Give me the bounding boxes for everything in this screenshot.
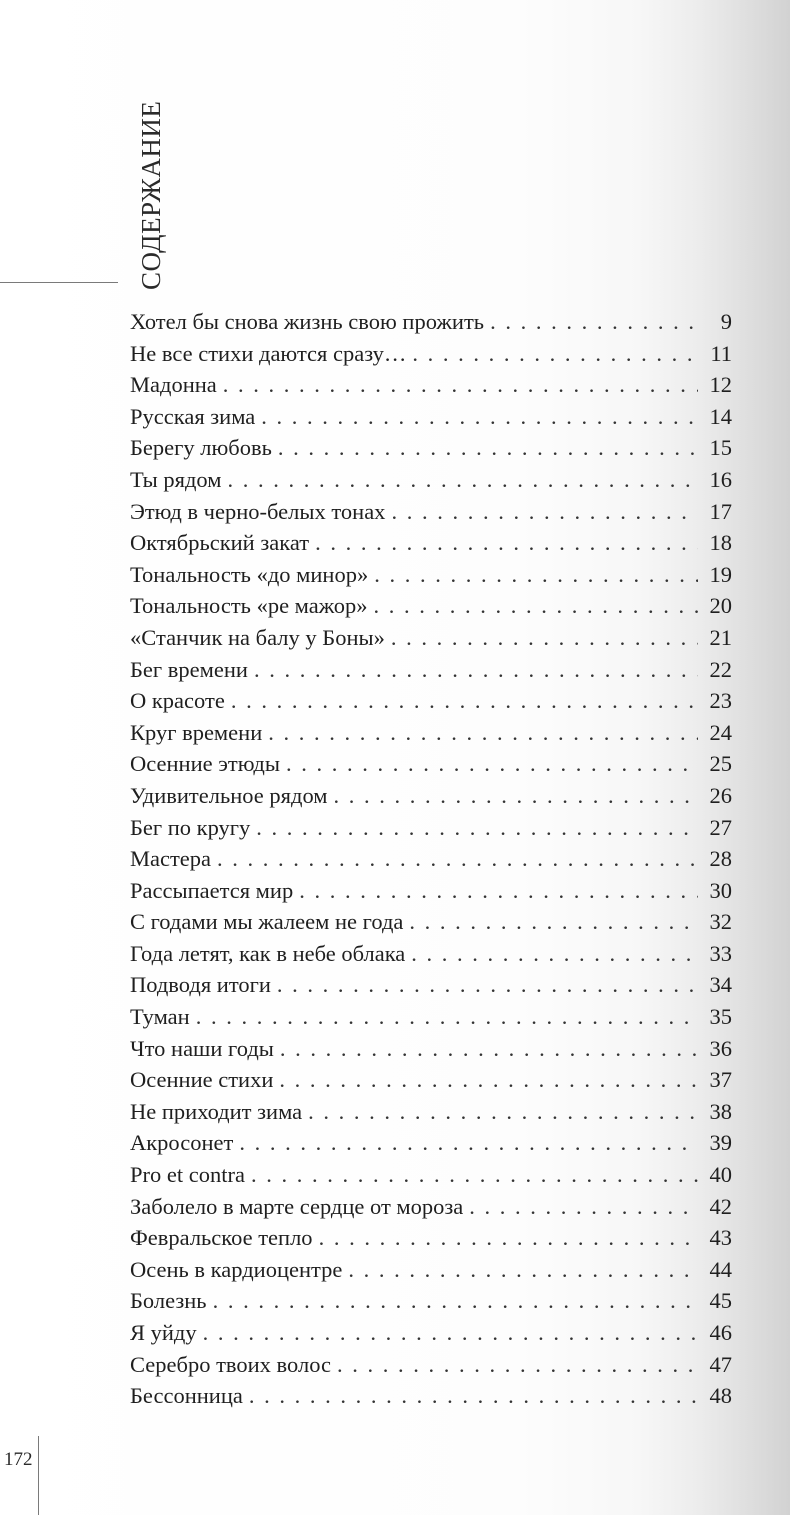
toc-dot-leader	[308, 1096, 698, 1128]
toc-entry	[130, 622, 732, 654]
toc-entry	[130, 843, 732, 875]
toc-entry-page: 38	[709, 1098, 732, 1124]
toc-dot-leader	[374, 590, 699, 622]
toc-entry-page: 48	[709, 1383, 732, 1409]
toc-entry-page: 15	[709, 435, 732, 461]
toc-entry-title: Русская зима	[130, 403, 256, 429]
toc-dot-leader	[348, 1254, 698, 1286]
toc-entry	[130, 464, 732, 496]
toc-dot-leader	[374, 559, 698, 591]
toc-entry	[130, 812, 732, 844]
toc-entry-title: Удивительное рядом	[130, 782, 328, 808]
toc-dot-leader	[268, 717, 698, 749]
toc-dot-leader	[217, 843, 698, 875]
toc-entry-title: Осень в кардиоцентре	[130, 1256, 343, 1282]
toc-entry-title: Подводя итоги	[130, 972, 271, 998]
toc-dot-leader	[278, 432, 698, 464]
toc-entry-title: Круг времени	[130, 719, 263, 745]
toc-entry-page: 16	[709, 466, 732, 492]
toc-entry-page: 40	[709, 1162, 732, 1188]
toc-entry-page: 45	[709, 1288, 732, 1314]
toc-entry-page: 18	[709, 530, 732, 556]
toc-entry	[130, 1254, 732, 1286]
toc-entry-page: 12	[709, 372, 732, 398]
toc-dot-leader	[319, 1222, 698, 1254]
toc-entry	[130, 369, 732, 401]
toc-entry-page: 32	[709, 909, 732, 935]
toc-entry	[130, 1317, 732, 1349]
toc-dot-leader	[411, 938, 698, 970]
toc-dot-leader	[213, 1285, 698, 1317]
toc-entry	[130, 1222, 732, 1254]
toc-dot-leader	[279, 1064, 698, 1096]
toc-entry	[130, 875, 732, 907]
toc-entry-title: Заболело в марте сердце от мороза	[130, 1193, 464, 1219]
toc-entry	[130, 780, 732, 812]
toc-entry-page: 42	[709, 1193, 732, 1219]
toc-entry-title: Осенние стихи	[130, 1067, 274, 1093]
toc-entry-page: 21	[709, 624, 732, 650]
toc-entry-title: Бег по кругу	[130, 814, 251, 840]
toc-dot-leader	[203, 1317, 698, 1349]
toc-entry-title: Рассыпается мир	[130, 877, 294, 903]
toc-entry-title: Тональность «ре мажор»	[130, 593, 368, 619]
toc-dot-leader	[412, 338, 698, 370]
toc-entry-title: С годами мы жалеем не года	[130, 909, 404, 935]
toc-entry-page: 20	[709, 593, 732, 619]
toc-entry-title: Pro et contra	[130, 1162, 245, 1188]
toc-dot-leader	[337, 1349, 698, 1381]
toc-entry-page: 34	[709, 972, 732, 998]
toc-entry	[130, 1191, 732, 1223]
toc-entry	[130, 306, 732, 338]
toc-entry	[130, 432, 732, 464]
toc-entry-page: 47	[709, 1351, 732, 1377]
heading-rule	[0, 282, 118, 283]
toc-dot-leader	[490, 306, 698, 338]
toc-entry-title: Мадонна	[130, 372, 217, 398]
toc-dot-leader	[223, 369, 698, 401]
toc-entry	[130, 1096, 732, 1128]
toc-entry-page: 23	[709, 688, 732, 714]
toc-dot-leader	[409, 906, 698, 938]
toc-entry-title: Не приходит зима	[130, 1098, 303, 1124]
toc-dot-leader	[280, 1033, 698, 1065]
toc-dot-leader	[277, 969, 698, 1001]
toc-entry	[130, 654, 732, 686]
toc-entry-title: «Станчик на балу у Боны»	[130, 624, 385, 650]
toc-entry-page: 37	[709, 1067, 732, 1093]
toc-entry	[130, 1033, 732, 1065]
toc-dot-leader	[391, 496, 698, 528]
toc-entry-page: 9	[720, 309, 732, 334]
toc-entry-title: Этюд в черно-белых тонах	[130, 498, 386, 524]
toc-entry-page: 35	[709, 1004, 732, 1030]
page-number: 172	[4, 1449, 33, 1470]
toc-entry-title: Бессонница	[130, 1383, 243, 1409]
toc-dot-leader	[254, 654, 698, 686]
toc-entry-title: Что наши годы	[130, 1035, 274, 1061]
toc-dot-leader	[251, 1159, 698, 1191]
toc-entry	[130, 1159, 732, 1191]
toc-dot-leader	[391, 622, 698, 654]
toc-entry	[130, 527, 732, 559]
toc-entry	[130, 559, 732, 591]
toc-entry-title: Осенние этюды	[130, 751, 280, 777]
toc-entry-page: 26	[709, 782, 732, 808]
toc-entry	[130, 1380, 732, 1412]
toc-entry	[130, 938, 732, 970]
toc-dot-leader	[286, 748, 698, 780]
toc-entry	[130, 1001, 732, 1033]
toc-entry-page: 39	[709, 1130, 732, 1156]
toc-dot-leader	[249, 1380, 698, 1412]
toc-entry-title: Хотел бы снова жизнь свою прожить	[130, 309, 485, 334]
toc-entry-title: Тональность «до минор»	[130, 561, 369, 587]
toc-entry-page: 27	[709, 814, 732, 840]
toc-entry	[130, 338, 732, 370]
toc-entry-page: 28	[709, 846, 732, 872]
toc-entry	[130, 590, 732, 622]
toc-entry	[130, 1349, 732, 1381]
toc-entry-page: 33	[709, 940, 732, 966]
toc-entry-page: 22	[709, 656, 732, 682]
toc-entry-title: Берегу любовь	[130, 435, 272, 461]
toc-entry-title: Октябрьский закат	[130, 530, 310, 556]
toc-dot-leader	[334, 780, 698, 812]
toc-dot-leader	[256, 812, 698, 844]
toc-entry	[130, 401, 732, 433]
toc-entry-title: Не все стихи даются сразу…	[130, 340, 407, 366]
toc-dot-leader	[227, 464, 698, 496]
page-number-rule	[38, 1436, 39, 1515]
toc-entry-page: 36	[709, 1035, 732, 1061]
toc-entry-page: 43	[709, 1225, 732, 1251]
toc-heading: СОДЕРЖАНИЕ	[136, 100, 166, 290]
toc-entry-title: Года летят, как в небе облака	[130, 940, 406, 966]
toc-entry	[130, 1285, 732, 1317]
toc-dot-leader	[299, 875, 698, 907]
toc-entry-title: Бег времени	[130, 656, 248, 682]
toc-entry-page: 30	[709, 877, 732, 903]
toc-entry-page: 25	[709, 751, 732, 777]
toc-entry	[130, 906, 732, 938]
toc-dot-leader	[231, 685, 698, 717]
toc-entry	[130, 1064, 732, 1096]
toc-entry-page: 11	[710, 340, 732, 366]
toc-entry-title: Акросонет	[130, 1130, 234, 1156]
toc-entry	[130, 685, 732, 717]
toc-entry-title: Серебро твоих волос	[130, 1351, 331, 1377]
toc-dot-leader	[196, 1001, 698, 1033]
toc-entry-title: Туман	[130, 1004, 190, 1030]
toc-entry-title: Мастера	[130, 846, 212, 872]
toc-entry-title: Я уйду	[130, 1320, 197, 1345]
toc-entry	[130, 969, 732, 1001]
toc-entry-page: 14	[709, 403, 732, 429]
toc-dot-leader	[239, 1127, 698, 1159]
toc-entry	[130, 748, 732, 780]
toc-entry-title: Болезнь	[130, 1288, 207, 1314]
toc-entry-page: 24	[709, 719, 732, 745]
toc-entry-page: 44	[709, 1256, 732, 1282]
toc-entry	[130, 717, 732, 749]
table-of-contents	[130, 306, 732, 1412]
toc-entry-title: О красоте	[130, 688, 225, 714]
toc-entry	[130, 496, 732, 528]
toc-dot-leader	[315, 527, 698, 559]
toc-dot-leader	[469, 1191, 698, 1223]
toc-entry-title: Февральское тепло	[130, 1225, 313, 1251]
toc-entry-page: 19	[709, 561, 732, 587]
toc-dot-leader	[261, 401, 698, 433]
toc-entry-page: 17	[709, 498, 732, 524]
toc-entry-page: 46	[709, 1320, 732, 1345]
toc-entry-title: Ты рядом	[130, 466, 222, 492]
toc-entry	[130, 1127, 732, 1159]
